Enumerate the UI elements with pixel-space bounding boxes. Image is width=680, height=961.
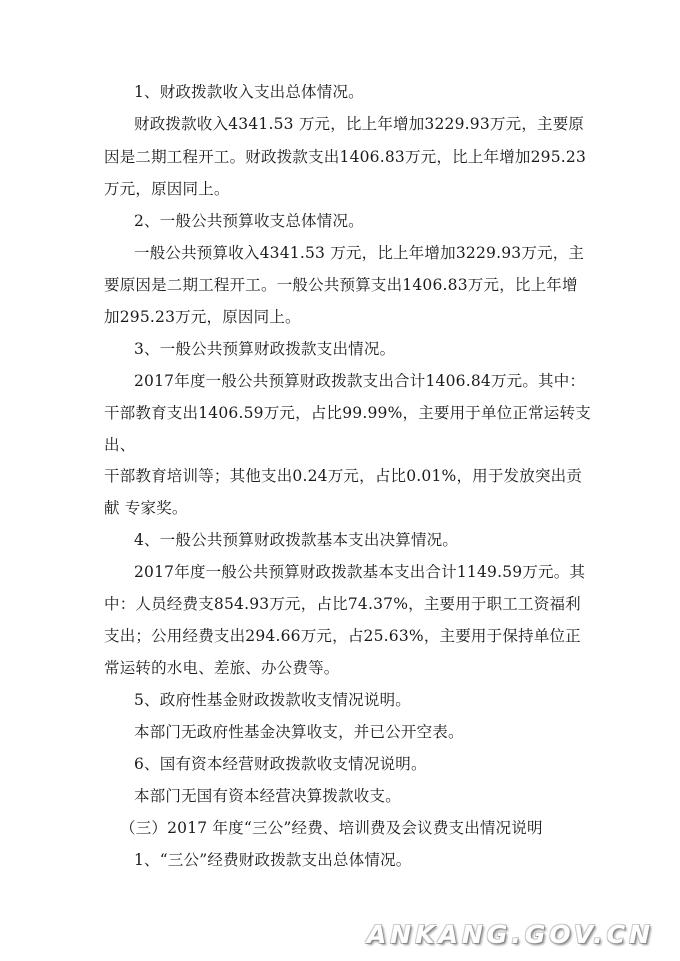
section-heading-2: 2、一般公共预算收支总体情况。 — [134, 212, 364, 230]
paragraph-line: 支出；公用经费支出294.66万元，占25.63%，主要用于保持单位正 — [104, 627, 581, 645]
section-heading-4: 4、一般公共预算财政拨款基本支出决算情况。 — [134, 531, 459, 549]
paragraph-line: 干部教育培训等；其他支出0.24万元，占比0.01%，用于发放突出贡 — [104, 467, 583, 485]
paragraph-line: 一般公共预算收入4341.53 万元，比上年增加3229.93万元，主 — [134, 244, 585, 262]
paragraph-line: 加295.23万元，原因同上。 — [104, 308, 301, 326]
paragraph-line: 本部门无国有资本经营决算拨款收支。 — [134, 787, 401, 805]
paragraph-line: 中：人员经费支854.93万元，占比74.37%，主要用于职工工资福利 — [104, 595, 581, 613]
section-heading-6: 6、国有资本经营财政拨款收支情况说明。 — [134, 755, 427, 773]
paragraph-line: 本部门无政府性基金决算收支，并已公开空表。 — [134, 723, 464, 741]
paragraph-line: 2017年度一般公共预算财政拨款支出合计1406.84万元。其中： — [134, 372, 586, 390]
paragraph-line: 出、 — [104, 436, 136, 454]
section-heading-1: 1、财政拨款收入支出总体情况。 — [134, 83, 364, 101]
subsection-heading-1: 1、“三公”经费财政拨款支出总体情况。 — [134, 851, 412, 869]
section-heading-5: 5、政府性基金财政拨款收支情况说明。 — [134, 691, 411, 709]
section-heading-main: （三）2017 年度“三公”经费、培训费及会议费支出情况说明 — [120, 819, 543, 837]
section-heading-3: 3、一般公共预算财政拨款支出情况。 — [134, 340, 396, 358]
paragraph-line: 献 专家奖。 — [104, 499, 188, 517]
paragraph-line: 干部教育支出1406.59万元，占比99.99%，主要用于单位正常运转支 — [104, 404, 591, 422]
paragraph-line: 2017年度一般公共预算财政拨款基本支出合计1149.59万元。其 — [134, 563, 586, 581]
site-watermark: ANKANG.GOV.CN — [366, 920, 654, 949]
paragraph-line: 要原因是二期工程开工。一般公共预算支出1406.83万元，比上年增 — [104, 276, 578, 294]
paragraph-line: 因是二期工程开工。财政拨款支出1406.83万元，比上年增加295.23 — [104, 148, 587, 166]
paragraph-line: 财政拨款收入4341.53 万元，比上年增加3229.93万元，主要原 — [134, 115, 585, 133]
paragraph-line: 万元，原因同上。 — [104, 180, 230, 198]
paragraph-line: 常运转的水电、差旅、办公费等。 — [104, 659, 340, 677]
